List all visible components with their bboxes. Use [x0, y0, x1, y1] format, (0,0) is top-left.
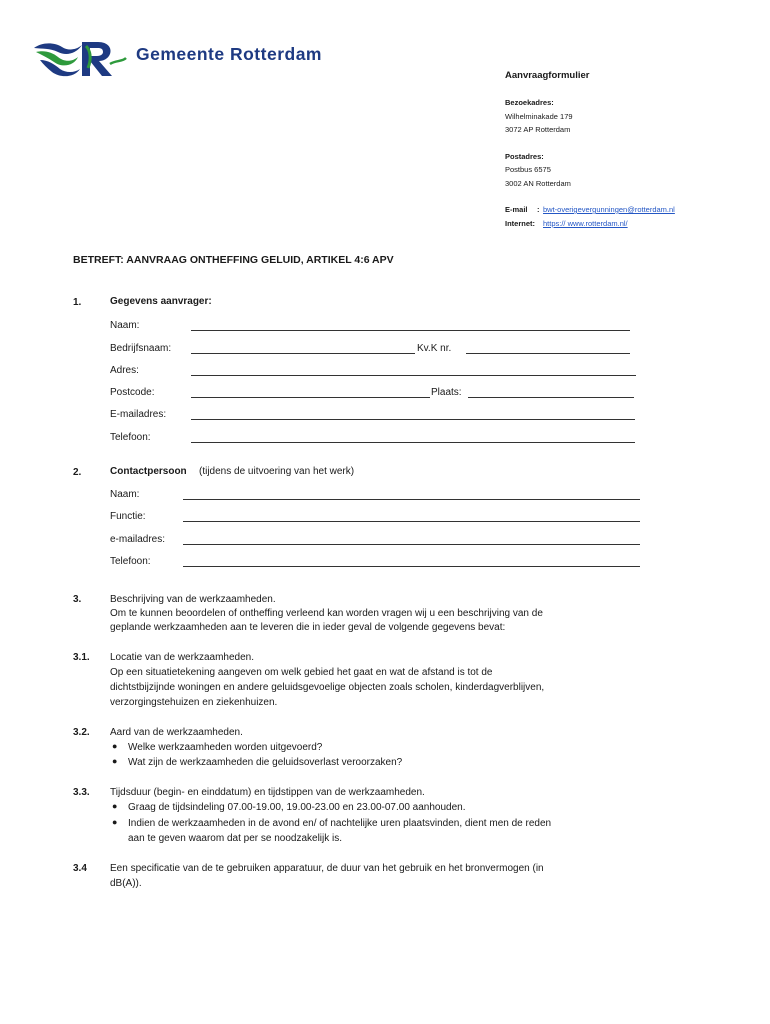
section-3-3-number: 3.3. [73, 787, 90, 798]
section-3-2-title: Aard van de werkzaamheden. [110, 727, 243, 738]
section-3-number: 3. [73, 594, 82, 605]
email-label: E-mail [505, 205, 528, 214]
visit-address-label: Bezoekadres: [505, 98, 554, 107]
section-2-title-note: (tijdens de uitvoering van het werk) [199, 466, 355, 477]
applicant-email-label: E-mailadres: [110, 409, 167, 420]
bullet-dot-icon: ● [112, 801, 118, 811]
form-title: Aanvraagformulier [505, 70, 590, 81]
section-3-1-line-2: Op een situatietekening aangeven om welk gebied het gaat en wat de afstand is tot de [110, 667, 493, 678]
applicant-email-field[interactable] [191, 419, 635, 420]
address-field[interactable] [191, 375, 636, 376]
rotterdam-logo-icon [32, 38, 128, 80]
applicant-name-field[interactable] [191, 330, 630, 331]
company-name-label: Bedrijfsnaam: [110, 343, 172, 354]
contact-name-field[interactable] [183, 499, 640, 500]
email-link[interactable]: bwt-overigevergunningen@rotterdam.nl [543, 205, 675, 214]
section-3-1-number: 3.1. [73, 652, 90, 663]
company-name-field[interactable] [191, 353, 415, 354]
address-label: Adres: [110, 365, 139, 376]
section-3-line-3: geplande werkzaamheden aan te leveren die in ieder geval de volgende gegevens bevat: [110, 622, 506, 633]
section-3-2-bullet-2: Wat zijn de werkzaamheden die geluidsoverlast veroorzaken? [128, 757, 403, 768]
internet-link[interactable]: https:// www.rotterdam.nl/ [543, 219, 628, 228]
section-3-4-line-1: Een specificatie van de te gebruiken apparatuur, de duur van het gebruik en het bronvermogen (in [110, 863, 544, 874]
contact-name-label: Naam: [110, 489, 140, 500]
section-3-3-title: Tijdsduur (begin- en einddatum) en tijdstippen van de werkzaamheden. [110, 787, 425, 798]
email-separator: : [537, 205, 540, 214]
section-3-3-bullet-2-cont: aan te geven waarom dat per se noodzakelijk is. [128, 833, 343, 844]
section-3-1-line-4: verzorgingstehuizen en ziekenhuizen. [110, 697, 278, 708]
section-3-3-bullet-1: Graag de tijdsindeling 07.00-19.00, 19.00-23.00 en 23.00-07.00 aanhouden. [128, 802, 466, 813]
applicant-name-label: Naam: [110, 320, 140, 331]
contact-email-label: e-mailadres: [110, 534, 166, 545]
bullet-dot-icon: ● [112, 741, 118, 751]
bullet-dot-icon: ● [112, 817, 118, 827]
contact-function-label: Functie: [110, 511, 146, 522]
contact-email-field[interactable] [183, 544, 640, 545]
contact-phone-label: Telefoon: [110, 556, 151, 567]
section-3-4-line-2: dB(A)). [110, 878, 142, 889]
section-1-title: Gegevens aanvrager: [110, 296, 212, 307]
section-3-2-number: 3.2. [73, 727, 90, 738]
org-name: Gemeente Rotterdam [136, 44, 322, 64]
section-3-2-bullet-1: Welke werkzaamheden worden uitgevoerd? [128, 742, 323, 753]
contact-phone-field[interactable] [183, 566, 640, 567]
section-1-number: 1. [73, 297, 82, 308]
section-3-1-line-1: Locatie van de werkzaamheden. [110, 652, 254, 663]
applicant-phone-label: Telefoon: [110, 432, 151, 443]
postcode-label: Postcode: [110, 387, 155, 398]
section-3-3-bullet-2: Indien de werkzaamheden in de avond en/ of nachtelijke uren plaatsvinden, dient men de reden [128, 818, 552, 829]
contact-function-field[interactable] [183, 521, 640, 522]
post-city: 3002 AN Rotterdam [505, 179, 571, 188]
bullet-dot-icon: ● [112, 756, 118, 766]
section-3-line-1: Beschrijving van de werkzaamheden. [110, 594, 276, 605]
post-address-label: Postadres: [505, 152, 544, 161]
post-box: Postbus 6575 [505, 165, 551, 174]
subject-heading: BETREFT: AANVRAAG ONTHEFFING GELUID, ARTIKEL 4:6 APV [73, 254, 394, 266]
section-2-number: 2. [73, 467, 82, 478]
city-field[interactable] [468, 397, 634, 398]
postcode-field[interactable] [191, 397, 430, 398]
visit-street: Wilhelminakade 179 [505, 112, 573, 121]
section-3-4-number: 3.4 [73, 863, 87, 874]
kvk-number-field[interactable] [466, 353, 630, 354]
section-3-line-2: Om te kunnen beoordelen of ontheffing verleend kan worden vragen wij u een beschrijving van de [110, 608, 543, 619]
city-label: Plaats: [431, 387, 462, 398]
section-3-1-line-3: dichtstbijzijnde woningen en andere geluidsgevoelige objecten zoals scholen, kinderdagverblijven, [110, 682, 545, 693]
applicant-phone-field[interactable] [191, 442, 635, 443]
internet-label: Internet: [505, 219, 535, 228]
section-2-title: Contactpersoon [110, 466, 187, 477]
kvk-label: Kv.K nr. [417, 343, 452, 354]
visit-city: 3072 AP Rotterdam [505, 125, 571, 134]
